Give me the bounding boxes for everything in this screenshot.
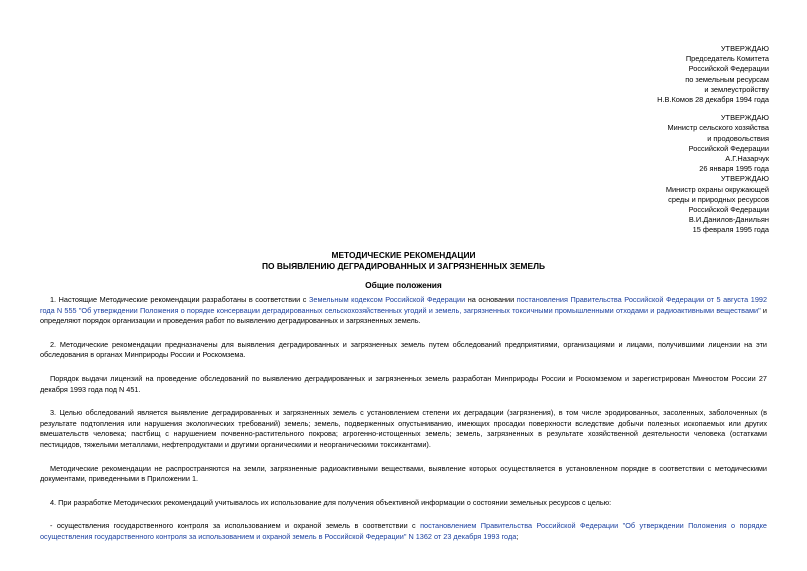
paragraph-7: [40, 521, 767, 542]
approval-line: и землеустройству: [704, 84, 769, 94]
approval-line: 26 января 1995 года: [699, 164, 769, 174]
approval-line: Министр сельского хозяйства: [667, 123, 769, 133]
paragraph-4: 3. Целью обследований является выявление деградированных и загрязненных земель с установлением степени их деградации (загрязнения), в том числе эродированных, засоленных, заболоченных (в результате подтопления или нарушения экологических требований) земель; земель, подверженных опустыниванию, имеющих просадки поверхности вследствие добычи полезных ископаемых или других вмешательств человека; пастбищ с нарушением почвенно-растительного покрова; агрогенно-истощенных земель; земель, загрязненных в результате хозяйственной деятельности человека (остатками пестицидов, тяжелыми металлами, нефтепродуктами и другими органическими и неорганическими токсикантами).: [40, 408, 767, 449]
approval-line: среды и природных ресурсов: [668, 194, 769, 204]
approval-line: А.Г.Назарчук: [725, 154, 769, 164]
paragraph-3: Порядок выдачи лицензий на проведение обследований по выявлению деградированных и загрязненных земель разработан Минприроды России и Роскомземом и зарегистрирован Минюстом России 27 декабря 1993 года под N 451.: [40, 373, 767, 394]
approval-block-minpriroda: [449, 174, 769, 235]
approval-line: по земельным ресурсам: [685, 74, 769, 84]
approval-line: УТВЕРЖДАЮ: [720, 174, 769, 184]
document-title: [0, 250, 807, 272]
approval-block-minselkhoz: [449, 113, 769, 174]
section-title: Общие положения: [365, 280, 442, 290]
paragraph-5: Методические рекомендации не распространяются на земли, загрязненные радиоактивными веществами, выявление которых осуществляется в установленном порядке в соответствии с методическими документами, приведенными в Приложении 1.: [40, 463, 767, 484]
approval-line: В.И.Данилов-Данильян: [688, 215, 769, 225]
paragraph-text: и определяют порядок организации и проведения работ по выявлению деградированных и загрязненных земель.: [40, 305, 767, 326]
approval-line: Н.В.Комов 28 декабря 1994 года: [657, 95, 769, 105]
paragraph-1: [40, 295, 767, 327]
land-code-link[interactable]: Земельным кодексом Российской Федерации: [308, 295, 466, 304]
approval-line: Российской Федерации: [688, 205, 769, 215]
approval-line: Российской Федерации: [688, 143, 769, 153]
approval-line: УТВЕРЖДАЮ: [720, 44, 769, 53]
paragraph-text: на основании: [465, 295, 517, 304]
approval-block-goskomzem: [449, 44, 769, 105]
paragraph-text: ;: [516, 531, 519, 541]
title-line-1: МЕТОДИЧЕСКИЕ РЕКОМЕНДАЦИИ: [331, 250, 476, 260]
paragraph-text: 1. Настоящие Методические рекомендации разработаны в соответствии с: [50, 295, 309, 304]
decree-1362-link[interactable]: постановлением Правительства Российской Федерации "Об утверждении Положения о порядке осуществления государственного контроля за использованием и охраной земель в Российской Федерации" N 1362 от 23 декабря 1993 года: [40, 521, 767, 541]
approval-line: УТВЕРЖДАЮ: [720, 113, 769, 123]
paragraph-6: 4. При разработке Методических рекомендаций учитывалось их использование для получения объективной информации о состоянии земельных ресурсов с целью:: [50, 497, 612, 507]
approval-line: и продовольствия: [707, 133, 769, 143]
paragraph-2: 2. Методические рекомендации предназначены для выявления деградированных и загрязненных земель путем обследований предприятиями, организациями и лицами, получившими лицензии на эти обследования в органах Минприроды России и Роскомзема.: [40, 339, 767, 360]
decree-555-link[interactable]: постановления Правительства Российской Федерации от 5 августа 1992 года N 555 "Об утверждении Положения о порядке консервации деградированных сельскохозяйственных угодий и земель, загрязненных токсичными промышленными отходами и радиоактивными веществами": [40, 295, 768, 315]
approval-line: Министр охраны окружающей: [665, 184, 769, 194]
approval-line: 15 февраля 1995 года: [692, 225, 769, 235]
document-body: [40, 295, 767, 543]
approval-line: Российской Федерации: [688, 64, 769, 74]
approval-stamps: [449, 44, 769, 244]
title-line-2: ПО ВЫЯВЛЕНИЮ ДЕГРАДИРОВАННЫХ И ЗАГРЯЗНЕННЫХ ЗЕМЕЛЬ: [262, 261, 545, 271]
approval-line: Председатель Комитета: [685, 54, 769, 64]
paragraph-text: - осуществления государственного контроля за использованием и охраной земель в соответствии с: [50, 521, 421, 531]
